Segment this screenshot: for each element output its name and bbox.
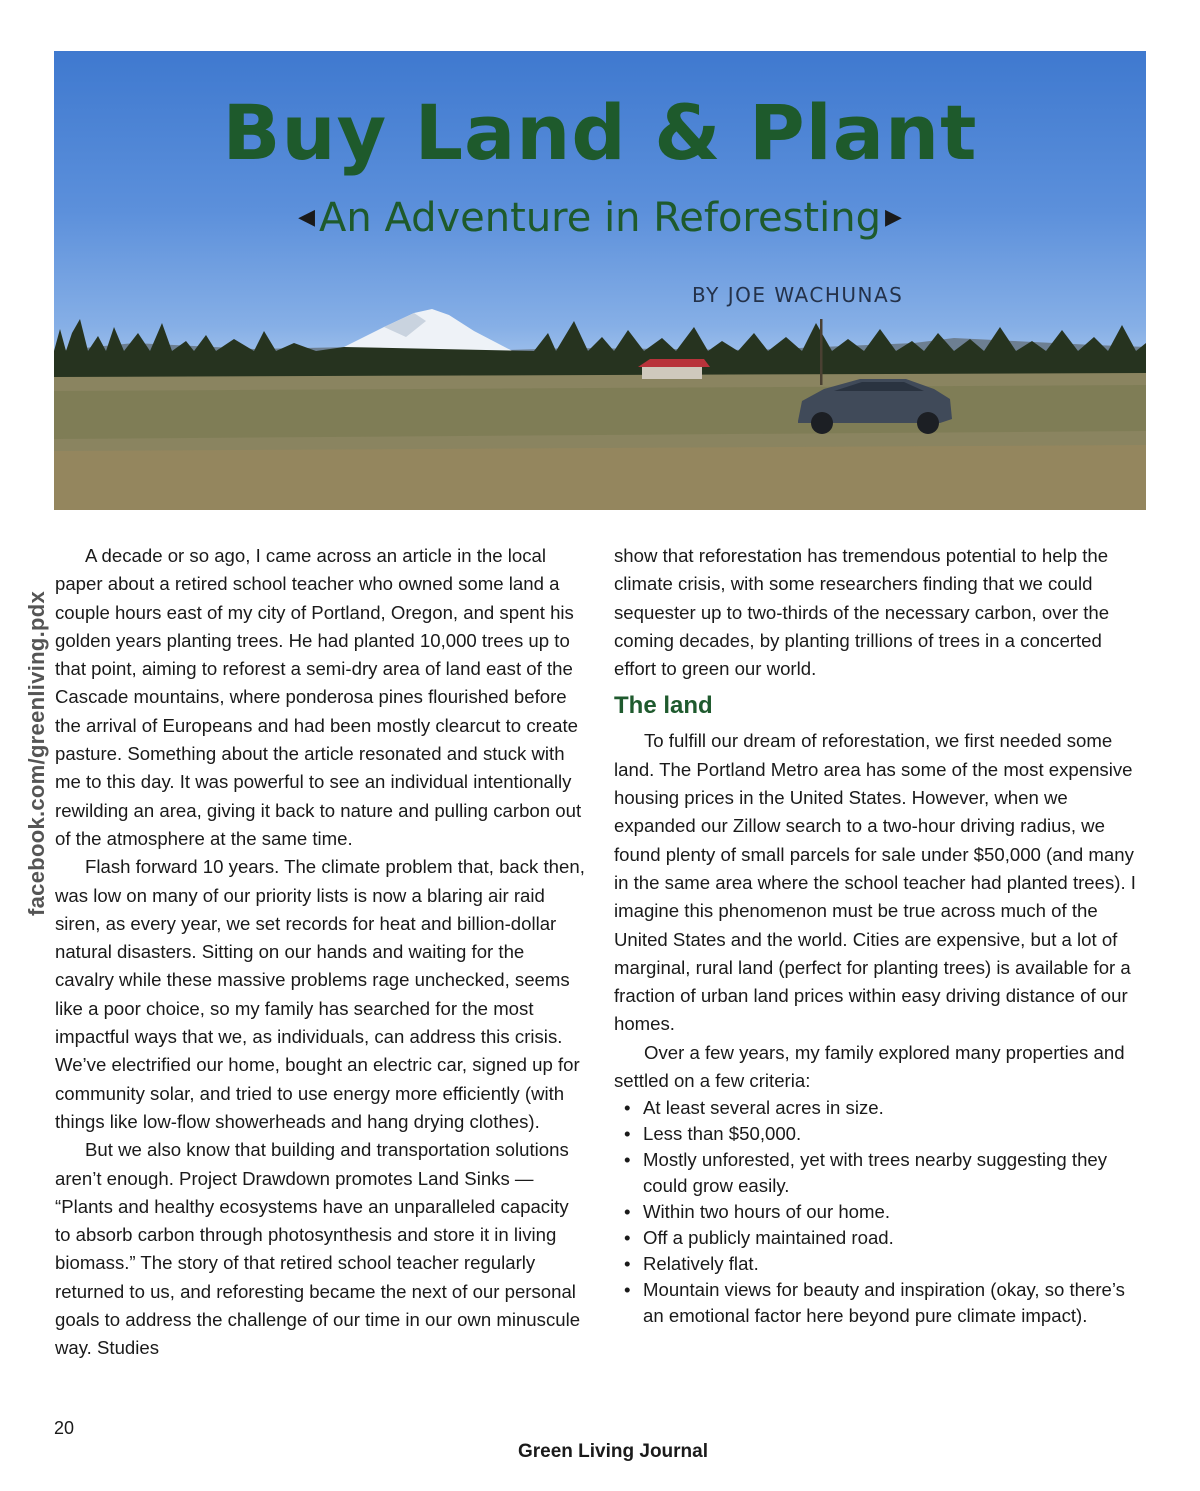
farmhouse-roof: [638, 359, 710, 367]
side-credit: [24, 556, 49, 916]
list-item: • Relatively flat.: [614, 1251, 1148, 1277]
subtitle-text: An Adventure in Reforesting: [319, 195, 881, 241]
continued-paragraph: show that reforestation has tremendous potential to help the climate crisis, with some researchers finding that we could sequester up to two-thirds of the necessary carbon, over the coming decades, by planting trillions of trees in a concerted effort to green our world.: [614, 545, 1110, 680]
list-item: • Mountain views for beauty and inspiration (okay, so there’s an emotional factor here beyond pure climate impact).: [614, 1277, 1148, 1329]
paragraph: Over a few years, my family explored many properties and settled on a few criteria:: [614, 1041, 1125, 1092]
criteria-list: [614, 1095, 1148, 1329]
list-item: • At least several acres in size.: [614, 1095, 1148, 1121]
tree-line: [54, 319, 1146, 383]
side-credit-text: facebook.com/greenliving.pdx: [24, 590, 49, 916]
section-heading: The land: [614, 692, 713, 720]
page-number: 20: [54, 1418, 75, 1438]
paragraph: To fulfill our dream of reforestation, we first needed some land. The Portland Metro area has some of the most expensive housing prices in the United States. However, when we expanded our Zillow search to a two-hour driving radius, we found plenty of small parcels for sale under $50,000 (and many in the same area where the school teacher had planted trees). I imagine this phenomenon must be true across much of the United States and the world. Cities are expensive, but a lot of marginal, rural land (perfect for planting trees) is available for a fraction of urban land prices within easy driving distance of our homes.: [614, 730, 1136, 1035]
list-item: • Mostly unforested, yet with trees nearby suggesting they could grow easily.: [614, 1147, 1148, 1199]
car-wheel-front: [811, 412, 833, 434]
list-item: • Off a publicly maintained road.: [614, 1225, 1148, 1251]
farmhouse: [642, 365, 702, 379]
utility-pole: [820, 319, 823, 385]
left-column: [55, 542, 588, 1363]
paragraph: Flash forward 10 years. The climate problem that, back then, was low on many of our priority lists is now a blaring air raid siren, as every year, we set records for heat and billion-dollar natural disasters. Sitting on our hands and waiting for the cavalry while these massive problems rage unchecked, seems like a poor choice, so my family has searched for the most impactful ways that we, as individuals, can address this crisis. We’ve electrified our home, bought an electric car, signed up for community solar, and tried to use energy more efficiently (with things like low-flow showerheads and hang drying clothes).: [55, 856, 585, 1132]
list-item: • Less than $50,000.: [614, 1121, 1148, 1147]
paragraph: But we also know that building and transportation solutions aren’t enough. Project Drawdown promotes Land Sinks — “Plants and healthy ecosystems have an unparalleled capacity to absorb carbon through photosynthesis and store it in living biomass.” The story of that retired school teacher regularly returned to us, and reforesting became the next of our personal goals to address the challenge of our time in our own minuscule way. Studies: [55, 1139, 581, 1359]
right-arrow-icon: ▶: [884, 205, 902, 230]
field-foreground: [54, 445, 1146, 510]
byline: BY JOE WACHUNAS: [692, 283, 904, 307]
article-title: Buy Land & Plant: [222, 88, 978, 177]
journal-name: Green Living Journal: [517, 1441, 709, 1462]
right-column: [614, 542, 1148, 1329]
left-arrow-icon: ◀: [298, 205, 316, 230]
paragraph: A decade or so ago, I came across an article in the local paper about a retired school teacher who owned some land a couple hours east of my city of Portland, Oregon, and spent his golden years planting trees. He had planted 10,000 trees up to that point, aiming to reforest a semi-dry area of land east of the Cascade mountains, where ponderosa pines flourished before the arrival of Europeans and had been mostly clearcut to create pasture. Something about the article resonated and stuck with me to this day. It was powerful to see an individual intentionally rewilding an area, giving it back to nature and pulling carbon out of the atmosphere at the same time.: [55, 545, 582, 849]
article-subtitle: [54, 195, 1146, 241]
hero-photo: [54, 51, 1146, 510]
list-item: • Within two hours of our home.: [614, 1199, 1148, 1225]
car-wheel-rear: [917, 412, 939, 434]
field-band: [54, 385, 1146, 439]
